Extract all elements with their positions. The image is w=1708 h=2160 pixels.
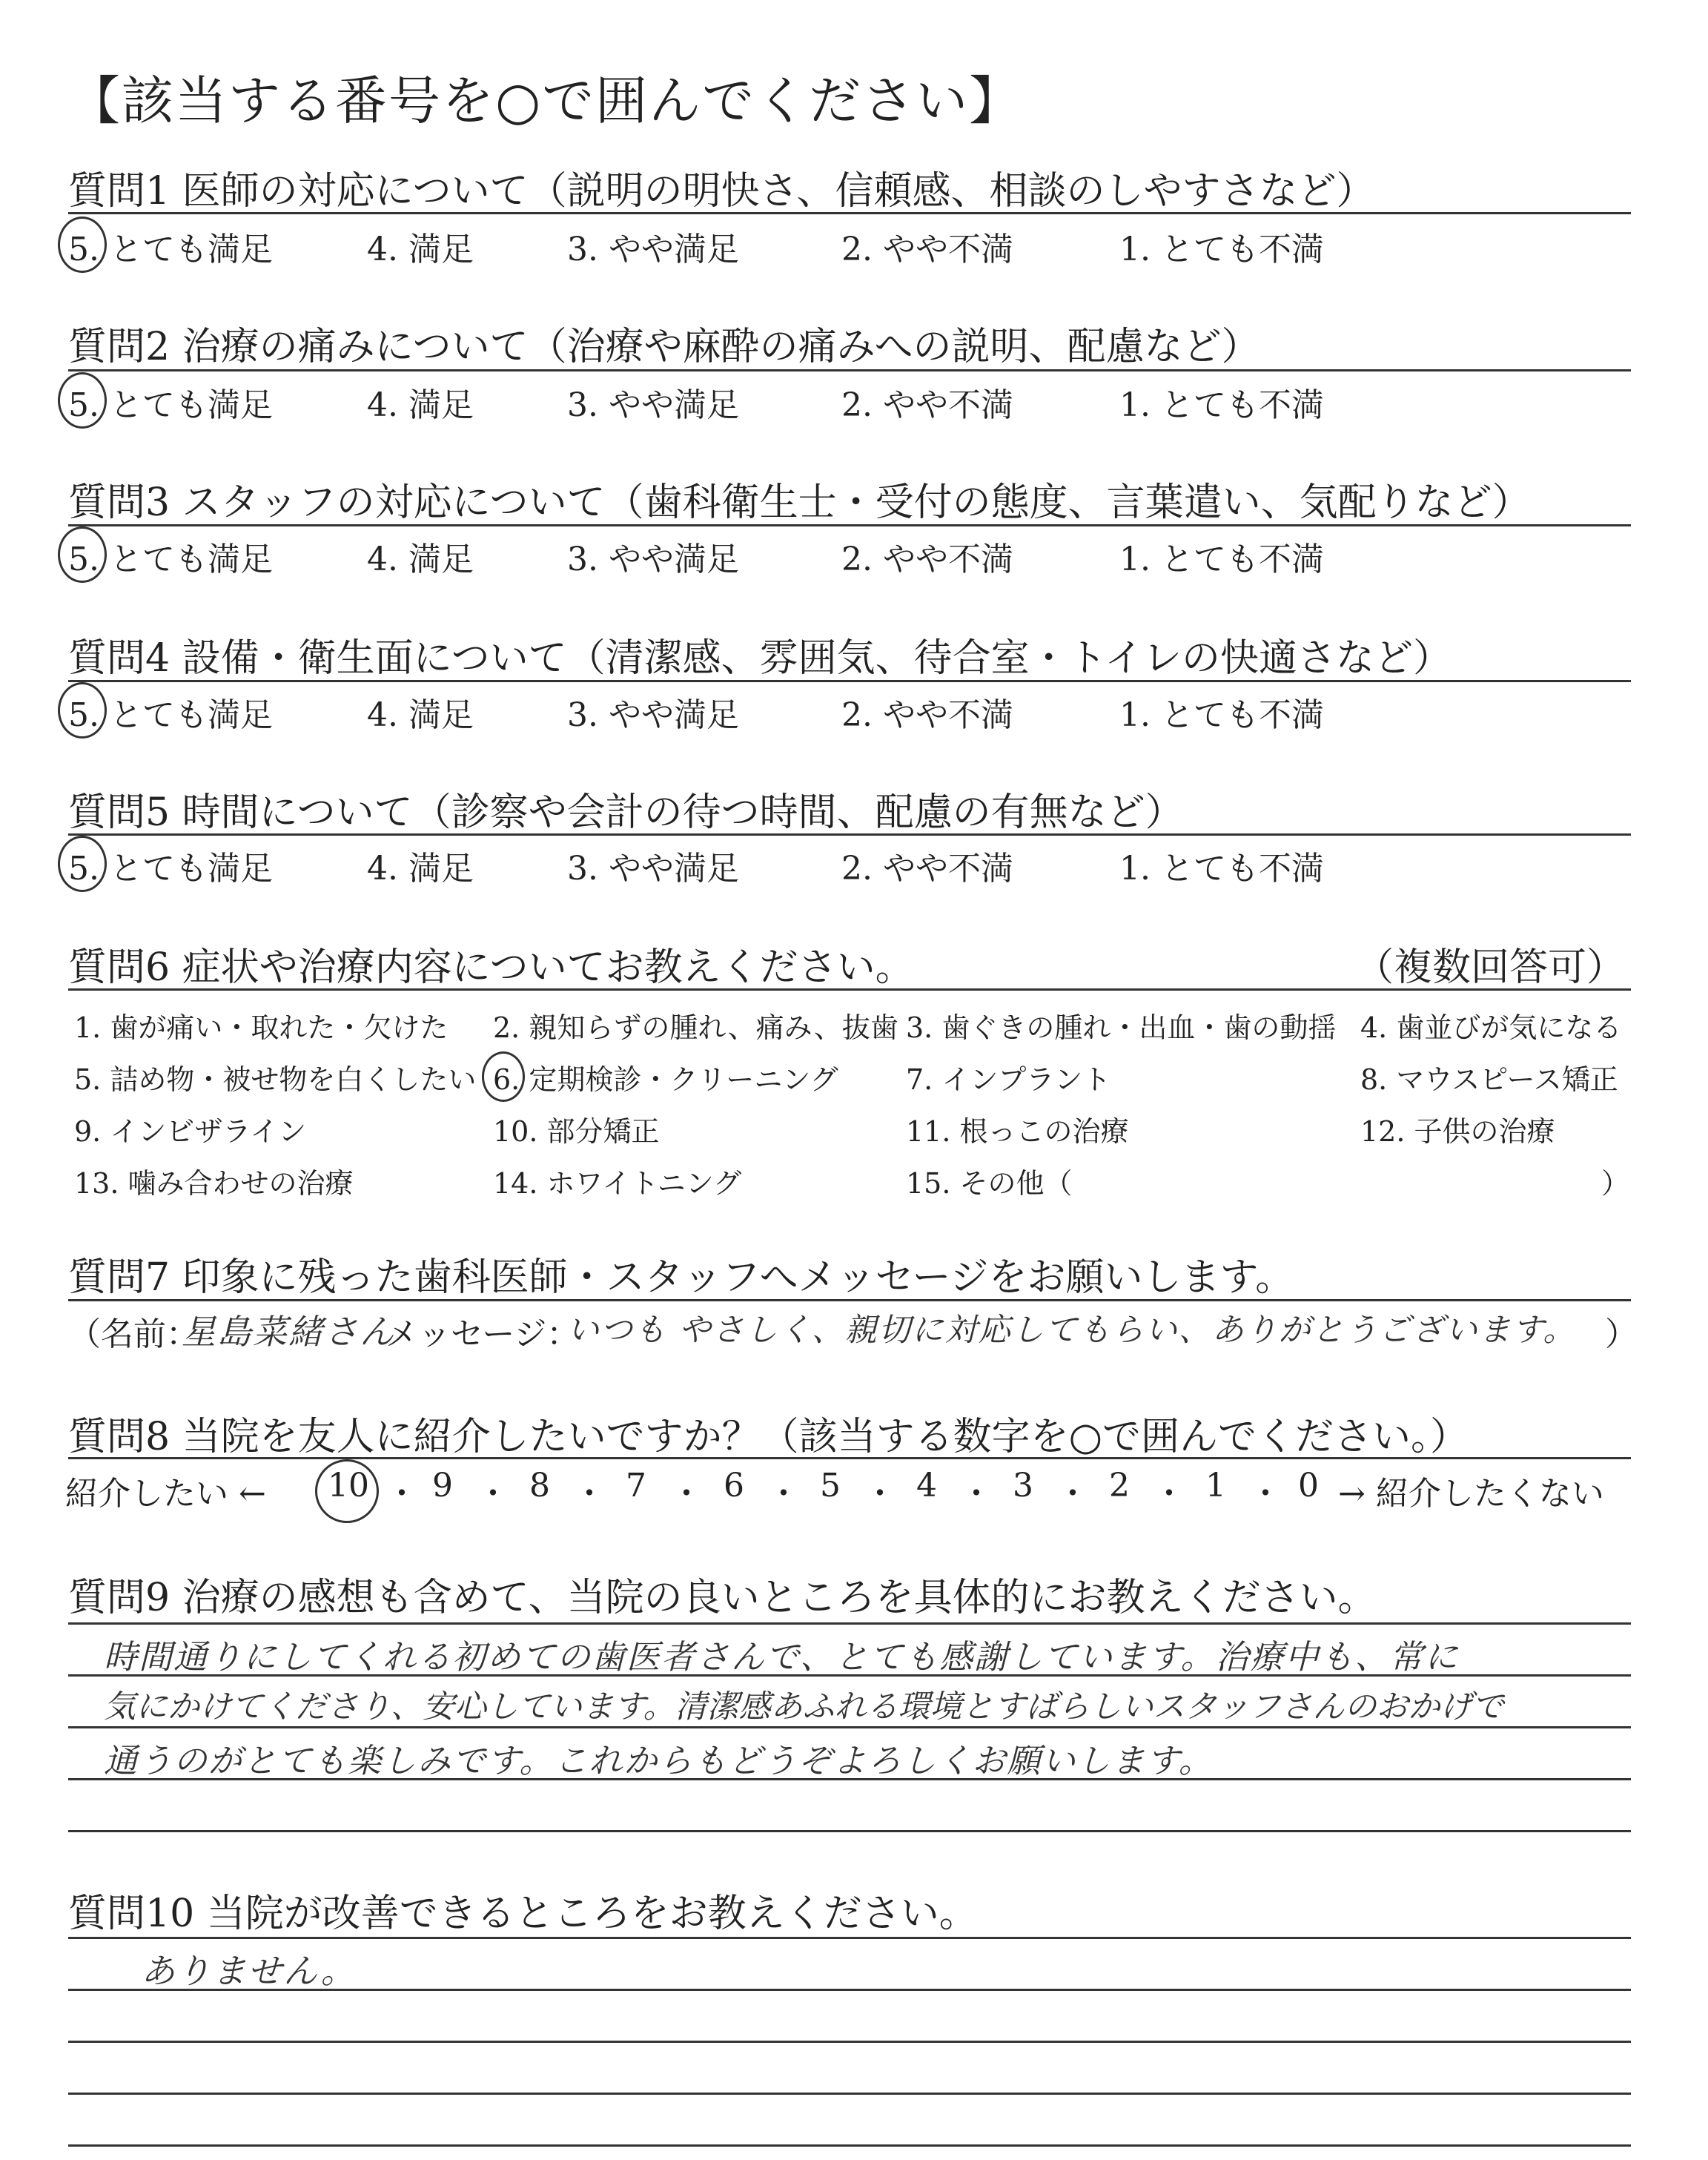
q10-line-1 (68, 1937, 1631, 1939)
q8-scale-6[interactable]: 6 (724, 1467, 744, 1505)
q3-option-1[interactable]: 1. とても不満 (1119, 541, 1324, 578)
question-1-rule (68, 212, 1631, 214)
q10-line-5 (68, 2144, 1631, 2147)
question-10-label: 質問10 当院が改善できるところをお教えください。 (68, 1892, 978, 1936)
q8-scale-3[interactable]: 3 (1013, 1467, 1033, 1505)
question-3-rule (68, 524, 1631, 526)
q6-option-7[interactable]: 7. インプラント (906, 1063, 1111, 1096)
question-6-label: 質問6 症状や治療内容についてお教えください。 (68, 945, 914, 990)
q6-option-14[interactable]: 14. ホワイトニング (493, 1167, 742, 1200)
q6-option-13[interactable]: 13. 噛み合わせの治療 (74, 1167, 354, 1200)
q5-option-3[interactable]: 3. やや満足 (567, 850, 739, 888)
q8-sep-2: ・ (477, 1475, 509, 1513)
q6-option-1[interactable]: 1. 歯が痛い・取れた・欠けた (74, 1011, 448, 1044)
q1-option-3[interactable]: 3. やや満足 (567, 231, 739, 268)
question-8-rule (68, 1457, 1631, 1459)
q5-option-5[interactable]: 5. とても満足 (68, 850, 273, 888)
q4-option-4[interactable]: 4. 満足 (367, 696, 474, 734)
q8-sep-8: ・ (1056, 1475, 1089, 1513)
q7-name-prefix: （名前： (68, 1315, 199, 1353)
q8-scale-1[interactable]: 1 (1205, 1467, 1226, 1505)
question-2-rule (68, 369, 1631, 371)
question-4-rule (68, 680, 1631, 682)
q8-scale-0[interactable]: 0 (1298, 1467, 1319, 1505)
question-5-label: 質問5 時間について（診察や会計の待つ時間、配慮の有無など） (68, 790, 1184, 835)
q4-selection-circle (58, 682, 107, 739)
q8-scale-7[interactable]: 7 (626, 1467, 646, 1505)
q2-option-2[interactable]: 2. やや不満 (841, 386, 1013, 424)
q1-option-1[interactable]: 1. とても不満 (1119, 231, 1324, 268)
q8-sep-6: ・ (864, 1475, 896, 1513)
q6-option-15[interactable]: 15. その他（ (906, 1167, 1073, 1200)
q2-option-4[interactable]: 4. 満足 (367, 386, 474, 424)
q9-line-1 (68, 1622, 1631, 1625)
q6-option-8[interactable]: 8. マウスピース矯正 (1360, 1063, 1618, 1096)
q9-line-5 (68, 1830, 1631, 1832)
q1-option-4[interactable]: 4. 満足 (367, 231, 474, 268)
q6-option-15-close: ） (1601, 1167, 1630, 1200)
q7-message-value[interactable]: いつも やさしく、親切に対応してもらい、ありがとうございます。 (567, 1312, 1577, 1349)
q6-option-5[interactable]: 5. 詰め物・被せ物を白くしたい (74, 1063, 477, 1096)
q3-option-3[interactable]: 3. やや満足 (567, 541, 739, 578)
q5-option-2[interactable]: 2. やや不満 (841, 850, 1013, 888)
q3-option-5[interactable]: 5. とても満足 (68, 541, 273, 578)
question-3-label: 質問3 スタッフの対応について（歯科衛生士・受付の態度、言葉遣い、気配りなど） (68, 480, 1531, 525)
q3-option-4[interactable]: 4. 満足 (367, 541, 474, 578)
q1-selection-circle (58, 217, 107, 273)
q6-selection-circle (482, 1051, 525, 1102)
q2-option-5[interactable]: 5. とても満足 (68, 386, 273, 424)
q8-left-label: 紹介したい ← (65, 1475, 266, 1513)
q1-option-5[interactable]: 5. とても満足 (68, 231, 273, 268)
q9-answer-line-1[interactable]: 時間通りにしてくれる初めての歯医者さんで、とても感謝しています。治療中も、常に (104, 1637, 1460, 1677)
q5-selection-circle (58, 836, 107, 892)
q8-sep-4: ・ (670, 1475, 703, 1513)
question-7-rule (68, 1299, 1631, 1301)
q2-option-3[interactable]: 3. やや満足 (567, 386, 739, 424)
question-9-label: 質問9 治療の感想も含めて、当院の良いところを具体的にお教えください。 (68, 1576, 1377, 1620)
q7-suffix: ） (1605, 1315, 1638, 1353)
q6-option-12[interactable]: 12. 子供の治療 (1360, 1115, 1555, 1148)
q8-scale-4[interactable]: 4 (916, 1467, 937, 1505)
q3-option-2[interactable]: 2. やや不満 (841, 541, 1013, 578)
q6-option-10[interactable]: 10. 部分矯正 (493, 1115, 660, 1148)
q8-sep-3: ・ (573, 1475, 606, 1513)
q8-right-label: → 紹介したくない (1338, 1475, 1604, 1513)
question-6-rule (68, 988, 1631, 991)
q4-option-5[interactable]: 5. とても満足 (68, 696, 273, 734)
q10-answer[interactable]: ありません。 (141, 1951, 357, 1991)
q6-option-11[interactable]: 11. 根っこの治療 (906, 1115, 1129, 1148)
question-6-note: （複数回答可） (1355, 945, 1626, 990)
q8-scale-2[interactable]: 2 (1109, 1467, 1130, 1505)
question-2-label: 質問2 治療の痛みについて（治療や麻酔の痛みへの説明、配慮など） (68, 325, 1260, 369)
q6-option-9[interactable]: 9. インビザライン (74, 1115, 307, 1148)
q8-sep-5: ・ (767, 1475, 800, 1513)
q1-option-2[interactable]: 2. やや不満 (841, 231, 1013, 268)
q8-scale-10[interactable]: 10 (328, 1467, 369, 1505)
question-4-label: 質問4 設備・衛生面について（清潔感、雰囲気、待合室・トイレの快適さなど） (68, 636, 1452, 681)
page-title: 【該当する番号を○で囲んでください】 (68, 70, 1023, 131)
q10-line-3 (68, 2041, 1631, 2043)
q6-option-2[interactable]: 2. 親知らずの腫れ、痛み、抜歯 (493, 1011, 898, 1044)
q7-name-value[interactable]: 星島菜緒さん (182, 1312, 395, 1352)
q8-scale-8[interactable]: 8 (529, 1467, 550, 1505)
q8-scale-5[interactable]: 5 (820, 1467, 841, 1505)
q3-selection-circle (58, 526, 107, 583)
q8-selection-circle (315, 1459, 379, 1523)
q8-sep-1: ・ (385, 1475, 418, 1513)
question-5-rule (68, 833, 1631, 836)
question-7-label: 質問7 印象に残った歯科医師・スタッフへメッセージをお願いします。 (68, 1255, 1294, 1300)
q7-message-label: メッセージ： (385, 1315, 580, 1353)
q9-answer-line-2[interactable]: 気にかけてくださり、安心しています。清潔感あふれる環境とすばらしいスタッフさんのおかげで (104, 1688, 1504, 1725)
q5-option-4[interactable]: 4. 満足 (367, 850, 474, 888)
q9-answer-line-3[interactable]: 通うのがとても楽しみです。これからもどうぞよろしくお願いします。 (104, 1741, 1214, 1780)
q10-line-4 (68, 2093, 1631, 2095)
q6-option-6[interactable]: 6. 定期検診・クリーニング (493, 1063, 838, 1096)
question-1-label: 質問1 医師の対応について（説明の明快さ、信頼感、相談のしやすさなど） (68, 169, 1375, 214)
q2-option-1[interactable]: 1. とても不満 (1119, 386, 1324, 424)
q8-sep-9: ・ (1153, 1475, 1185, 1513)
q5-option-1[interactable]: 1. とても不満 (1119, 850, 1324, 888)
q4-option-3[interactable]: 3. やや満足 (567, 696, 739, 734)
q4-option-2[interactable]: 2. やや不満 (841, 696, 1013, 734)
q8-scale-9[interactable]: 9 (432, 1467, 453, 1505)
q4-option-1[interactable]: 1. とても不満 (1119, 696, 1324, 734)
q6-option-4[interactable]: 4. 歯並びが気になる (1360, 1011, 1622, 1044)
q6-option-3[interactable]: 3. 歯ぐきの腫れ・出血・歯の動揺 (906, 1011, 1337, 1044)
q2-selection-circle (58, 372, 107, 429)
q8-sep-7: ・ (960, 1475, 993, 1513)
q8-sep-10: ・ (1249, 1475, 1282, 1513)
question-8-label: 質問8 当院を友人に紹介したいですか？（該当する数字を○で囲んでください。） (68, 1415, 1469, 1459)
